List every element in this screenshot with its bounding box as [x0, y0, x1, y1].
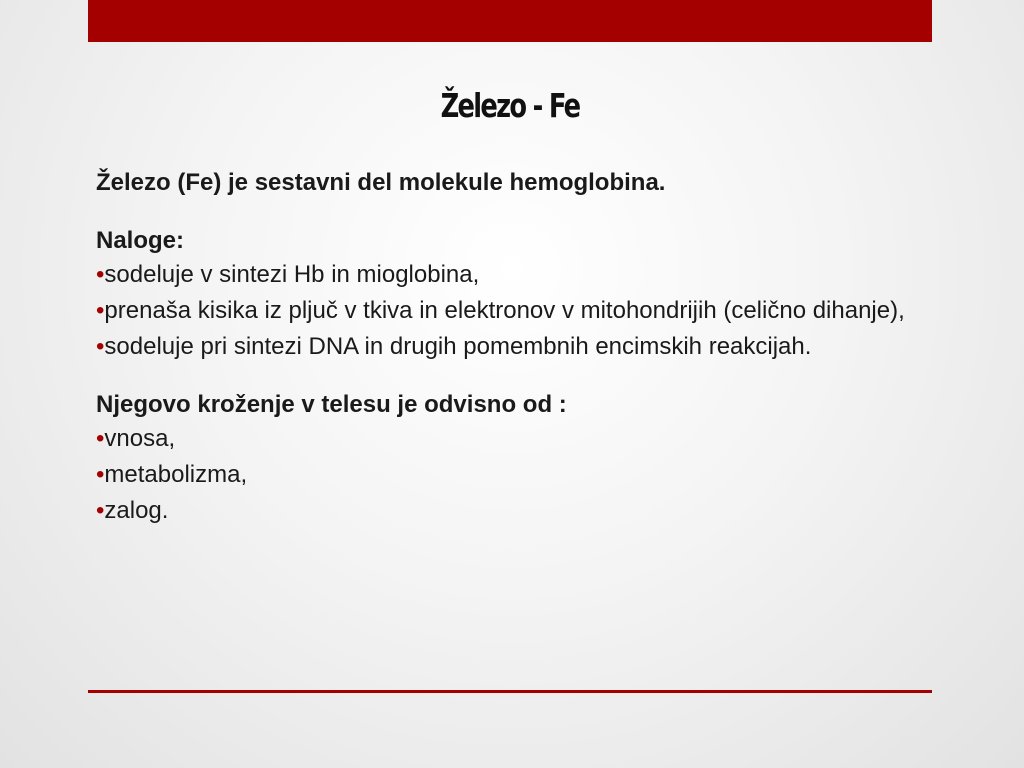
list-item-text: vnosa,: [104, 425, 176, 452]
bullet-icon: •: [96, 425, 105, 452]
list-item: [96, 496, 926, 526]
list-item: [96, 460, 926, 490]
slide-title: Železo - Fe: [440, 86, 580, 125]
list-item-text: prenaša kisika iz pljuč v tkiva in elektronov v mitohondrijih (celično dihanje),: [104, 297, 905, 324]
bullet-icon: •: [96, 497, 105, 524]
section-heading-naloge: Naloge:: [96, 227, 185, 254]
bullet-icon: •: [96, 461, 105, 488]
list-item-text: zalog.: [104, 497, 169, 524]
list-item-text: sodeluje v sintezi Hb in mioglobina,: [104, 261, 480, 288]
list-item: [96, 332, 926, 362]
section-heading-krozenje: Njegovo kroženje v telesu je odvisno od :: [96, 391, 567, 418]
list-item: [96, 260, 926, 290]
bullet-icon: •: [96, 333, 105, 360]
slide-body: [96, 168, 926, 526]
bullet-icon: •: [96, 261, 105, 288]
top-accent-bar: [88, 0, 932, 42]
bullet-icon: •: [96, 297, 105, 324]
list-item: [96, 424, 926, 454]
bottom-accent-line: [88, 690, 932, 693]
list-item-text: sodeluje pri sintezi DNA in drugih pomembnih encimskih reakcijah.: [104, 333, 812, 360]
intro-text: Železo (Fe) je sestavni del molekule hemoglobina.: [96, 169, 666, 196]
list-item: [96, 296, 926, 326]
list-item-text: metabolizma,: [104, 461, 248, 488]
